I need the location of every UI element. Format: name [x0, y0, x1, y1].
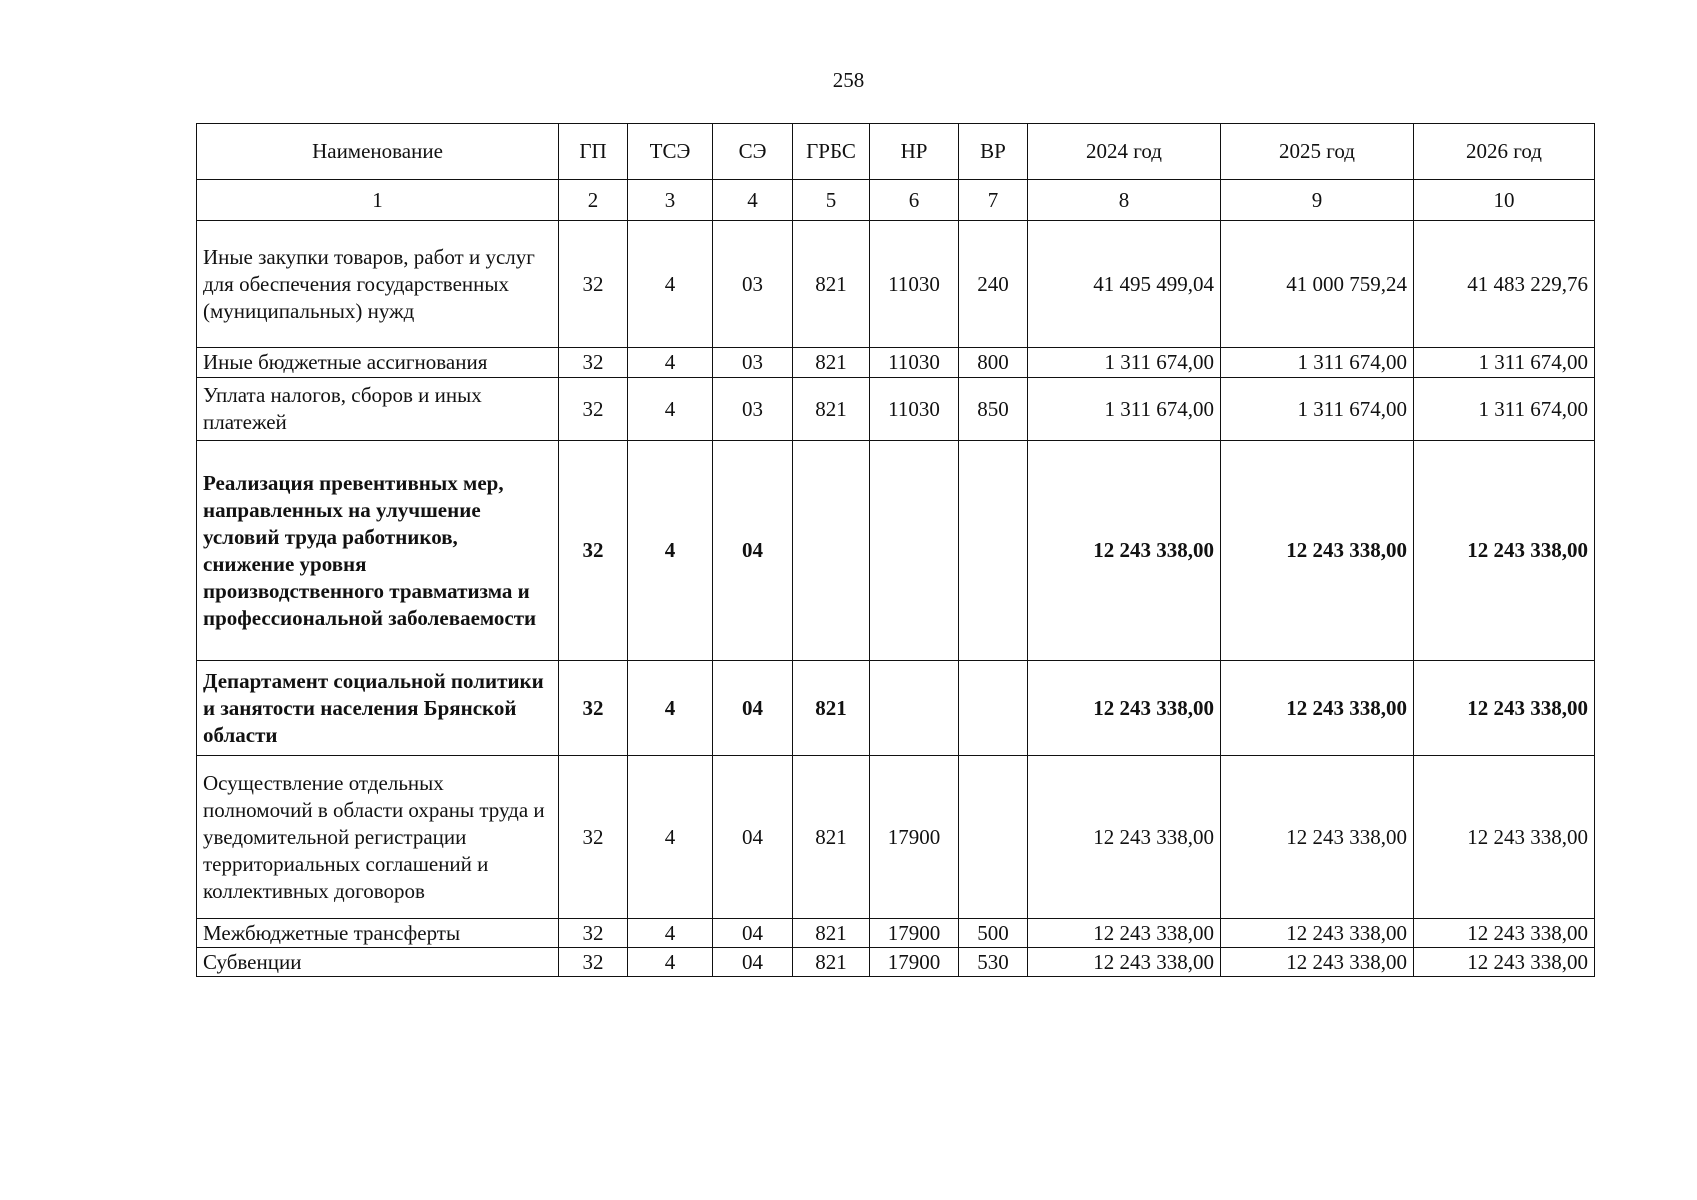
- amount-2024-cell: 41 495 499,04: [1028, 221, 1221, 348]
- se-cell: 03: [713, 378, 793, 441]
- vr-cell: [959, 661, 1028, 756]
- header-cell: ГРБС: [793, 124, 870, 180]
- amount-2024-cell: 1 311 674,00: [1028, 348, 1221, 378]
- grbs-cell: 821: [793, 378, 870, 441]
- table-row: [197, 756, 1595, 919]
- amount-2026-cell: 41 483 229,76: [1414, 221, 1595, 348]
- vr-cell: [959, 756, 1028, 919]
- name-cell: Реализация превентивных мер, направленных на улучшение условий труда работников, снижение уровня производственного травматизма и профессиональной заболеваемости: [197, 441, 559, 661]
- grbs-cell: 821: [793, 221, 870, 348]
- table-row: [197, 348, 1595, 378]
- column-number-cell: 2: [559, 180, 628, 221]
- table-row: [197, 948, 1595, 977]
- budget-table: [196, 123, 1595, 977]
- gp-cell: 32: [559, 221, 628, 348]
- column-number-cell: 6: [870, 180, 959, 221]
- se-cell: 04: [713, 948, 793, 977]
- amount-2025-cell: 12 243 338,00: [1221, 756, 1414, 919]
- amount-2024-cell: 12 243 338,00: [1028, 756, 1221, 919]
- se-cell: 04: [713, 441, 793, 661]
- se-cell: 04: [713, 756, 793, 919]
- amount-2026-cell: 12 243 338,00: [1414, 661, 1595, 756]
- table-row: [197, 441, 1595, 661]
- name-cell: Осуществление отдельных полномочий в области охраны труда и уведомительной регистрации территориальных соглашений и коллективных договоров: [197, 756, 559, 919]
- header-cell: 2024 год: [1028, 124, 1221, 180]
- gp-cell: 32: [559, 348, 628, 378]
- tse-cell: 4: [628, 441, 713, 661]
- header-cell: ВР: [959, 124, 1028, 180]
- vr-cell: 500: [959, 919, 1028, 948]
- grbs-cell: 821: [793, 661, 870, 756]
- table-row: [197, 661, 1595, 756]
- gp-cell: 32: [559, 661, 628, 756]
- header-cell: НР: [870, 124, 959, 180]
- nr-cell: [870, 441, 959, 661]
- column-number-cell: 8: [1028, 180, 1221, 221]
- column-number-cell: 7: [959, 180, 1028, 221]
- amount-2025-cell: 12 243 338,00: [1221, 919, 1414, 948]
- vr-cell: 800: [959, 348, 1028, 378]
- header-cell: ТСЭ: [628, 124, 713, 180]
- tse-cell: 4: [628, 221, 713, 348]
- column-number-cell: 3: [628, 180, 713, 221]
- amount-2024-cell: 12 243 338,00: [1028, 948, 1221, 977]
- table-row: [197, 378, 1595, 441]
- tse-cell: 4: [628, 948, 713, 977]
- se-cell: 03: [713, 221, 793, 348]
- name-cell: Межбюджетные трансферты: [197, 919, 559, 948]
- amount-2026-cell: 1 311 674,00: [1414, 378, 1595, 441]
- page-number: 258: [832, 68, 865, 92]
- name-cell: Субвенции: [197, 948, 559, 977]
- header-cell: 2026 год: [1414, 124, 1595, 180]
- gp-cell: 32: [559, 378, 628, 441]
- gp-cell: 32: [559, 756, 628, 919]
- header-cell: 2025 год: [1221, 124, 1414, 180]
- amount-2026-cell: 12 243 338,00: [1414, 441, 1595, 661]
- tse-cell: 4: [628, 919, 713, 948]
- amount-2025-cell: 41 000 759,24: [1221, 221, 1414, 348]
- gp-cell: 32: [559, 948, 628, 977]
- amount-2026-cell: 1 311 674,00: [1414, 348, 1595, 378]
- nr-cell: 11030: [870, 348, 959, 378]
- amount-2024-cell: 12 243 338,00: [1028, 441, 1221, 661]
- se-cell: 03: [713, 348, 793, 378]
- amount-2024-cell: 12 243 338,00: [1028, 661, 1221, 756]
- name-cell: Иные бюджетные ассигнования: [197, 348, 559, 378]
- nr-cell: 17900: [870, 756, 959, 919]
- amount-2025-cell: 12 243 338,00: [1221, 441, 1414, 661]
- vr-cell: 530: [959, 948, 1028, 977]
- header-row: [197, 124, 1595, 180]
- amount-2025-cell: 1 311 674,00: [1221, 378, 1414, 441]
- column-number-cell: 4: [713, 180, 793, 221]
- vr-cell: 240: [959, 221, 1028, 348]
- amount-2025-cell: 12 243 338,00: [1221, 948, 1414, 977]
- vr-cell: [959, 441, 1028, 661]
- table-row: [197, 919, 1595, 948]
- column-number-cell: 9: [1221, 180, 1414, 221]
- tse-cell: 4: [628, 756, 713, 919]
- amount-2026-cell: 12 243 338,00: [1414, 948, 1595, 977]
- amount-2024-cell: 12 243 338,00: [1028, 919, 1221, 948]
- amount-2026-cell: 12 243 338,00: [1414, 756, 1595, 919]
- column-number-cell: 10: [1414, 180, 1595, 221]
- name-cell: Департамент социальной политики и занятости населения Брянской области: [197, 661, 559, 756]
- tse-cell: 4: [628, 378, 713, 441]
- column-number-row: [197, 180, 1595, 221]
- column-number-cell: 5: [793, 180, 870, 221]
- se-cell: 04: [713, 919, 793, 948]
- se-cell: 04: [713, 661, 793, 756]
- gp-cell: 32: [559, 441, 628, 661]
- grbs-cell: [793, 441, 870, 661]
- amount-2026-cell: 12 243 338,00: [1414, 919, 1595, 948]
- amount-2024-cell: 1 311 674,00: [1028, 378, 1221, 441]
- name-cell: Уплата налогов, сборов и иных платежей: [197, 378, 559, 441]
- name-cell: Иные закупки товаров, работ и услуг для обеспечения государственных (муниципальных) нужд: [197, 221, 559, 348]
- grbs-cell: 821: [793, 919, 870, 948]
- nr-cell: 11030: [870, 378, 959, 441]
- grbs-cell: 821: [793, 948, 870, 977]
- nr-cell: 17900: [870, 948, 959, 977]
- header-cell: СЭ: [713, 124, 793, 180]
- grbs-cell: 821: [793, 756, 870, 919]
- grbs-cell: 821: [793, 348, 870, 378]
- header-cell: ГП: [559, 124, 628, 180]
- amount-2025-cell: 12 243 338,00: [1221, 661, 1414, 756]
- column-number-cell: 1: [197, 180, 559, 221]
- table-row: [197, 221, 1595, 348]
- nr-cell: 11030: [870, 221, 959, 348]
- gp-cell: 32: [559, 919, 628, 948]
- tse-cell: 4: [628, 348, 713, 378]
- header-cell: Наименование: [197, 124, 559, 180]
- nr-cell: 17900: [870, 919, 959, 948]
- tse-cell: 4: [628, 661, 713, 756]
- vr-cell: 850: [959, 378, 1028, 441]
- amount-2025-cell: 1 311 674,00: [1221, 348, 1414, 378]
- nr-cell: [870, 661, 959, 756]
